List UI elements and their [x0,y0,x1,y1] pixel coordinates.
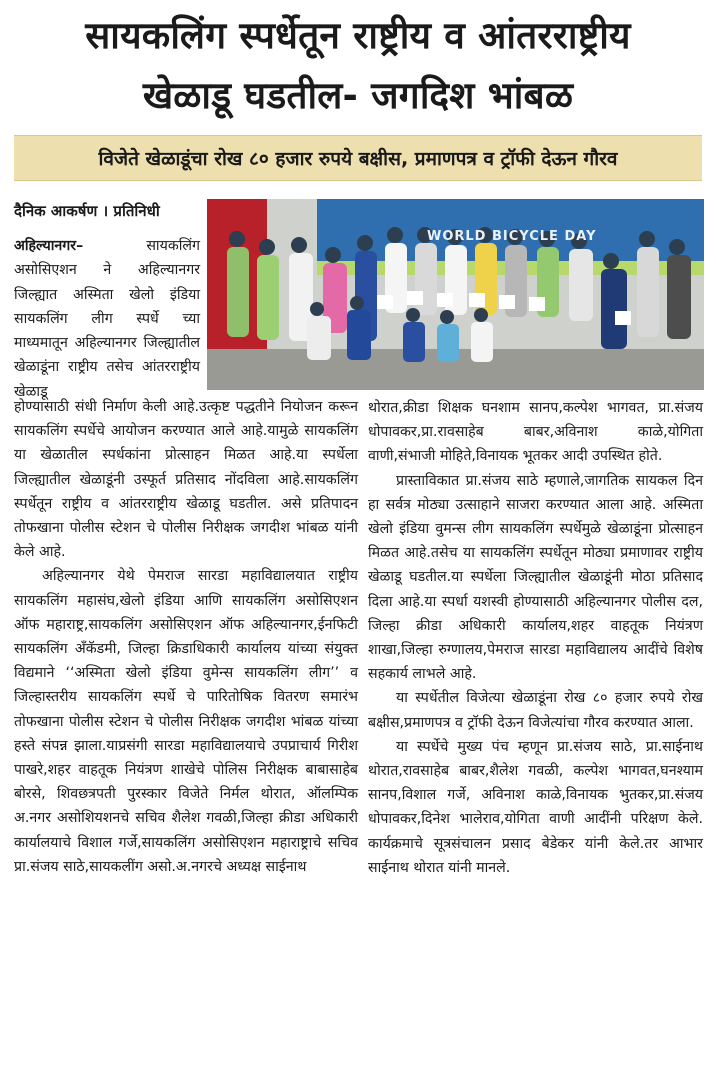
byline: दैनिक आकर्षण । प्रतिनिधी [14,202,160,220]
headline [0,6,716,126]
headline-line-2: खेळाडू घडतील- जगदिश भांबळ [142,74,574,117]
event-photo [207,199,704,390]
lede-paragraph [14,234,200,404]
event-photo-graphic [207,199,704,390]
lede-continuation: होण्यासाठी संधी निर्माण केली आहे.उत्कृष्ट पद्धतीने नियोजन करून सायकलिंग स्पर्धेचे आयोजन करण्यात आले आहे.यामुळे सायकलिंग या खेळातील स्पर्धकांना प्रोत्साहन मिळत आहे.या स्पर्धेला जिल्ह्यातील खेळाडूंनी उस्फूर्त प्रतिसाद नोंदविला आहे.सायकलिंग स्पर्धेतून राष्ट्रीय व आंतरराष्ट्रीय खेळाडू घडतील. असे प्रतिपादन तोफखाना पोलीस स्टेशन चे पोलीस निरीक्षक जगदीश भांबळ यांनी केले आहे. [14,399,358,561]
article-column-left [14,395,358,879]
article-column-right [368,396,703,880]
headline-line-1: सायकलिंग स्पर्धेतून राष्ट्रीय व आंतरराष्ट्रीय [85,14,631,57]
paragraph-3: प्रास्ताविकात प्रा.संजय साठे म्हणाले,जागतिक सायकल दिन हा सर्वत्र मोठ्या उत्साहाने साजरा करण्यात आला आहे. अस्मिता खेलो इंडिया वुमन्स लीग सायकलिंग स्पर्धेमुळे खेळाडूंना प्रोत्साहन मिळत आहे.तसेच या सायकलिंग स्पर्धेतून मोठ्या प्रमाणावर राष्ट्रीय खेळाडू घडतील.या स्पर्धेला जिल्ह्यातील खेळाडूंनी मोठा प्रतिसाद दिला आहे.या स्पर्धा यशस्वी होण्यासाठी अहिल्यानगर पोलीस दल, जिल्हा क्रीडा अधिकारी कार्यालय,शहर वाहतूक नियंत्रण शाखा,जिल्हा रुग्णालय,पेमराज सारडा महाविद्यालय आदींचे विशेष सहकार्य लाभले आहे. [368,472,703,683]
photo-banner-text: WORLD BICYCLE DAY [427,229,597,244]
subheadline: विजेते खेळाडूंचा रोख ८० हजार रुपये बक्षीस, प्रमाणपत्र व ट्रॉफी देऊन गौरव [14,135,702,181]
paragraph-2-continuation: थोरात,क्रीडा शिक्षक घनशाम सानप,कल्पेश भागवत, प्रा.संजय धोपावकर,प्रा.रावसाहेब बाबर,अविनाश काळे,योगिता वाणी,संभाजी मोहिते,विनायक भूतकर आदी उपस्थित होते. [368,400,704,465]
paragraph-5: या स्पर्धेचे मुख्य पंच म्हणून प्रा.संजय साठे, प्रा.साईनाथ थोरात,रावसाहेब बाबर,शैलेश गवळी, कल्पेश भागवत,घनश्याम सानप,विशाल गर्जे, अविनाश काळे,विनायक भुतकर,प्रा.संजय धोपावकर,दिनेश भालेराव,योगिता वाणी आदींनी परिक्षण केले. कार्यक्रमाचे सूत्रसंचालन प्रसाद बेडेकर यांनी केले.तर आभार साईनाथ थोरात यांनी मानले. [368,738,703,876]
paragraph-4: या स्पर्धेतील विजेत्या खेळाडूंना रोख ८० हजार रुपये रोख बक्षीस,प्रमाणपत्र व ट्रॉफी देऊन विजेत्यांचा गौरव करण्यात आला. [368,690,703,731]
lede-text: सायकलिंग असोसिएशन ने अहिल्यानगर जिल्ह्यात अस्मिता खेलो इंडिया सायकलिंग लीग स्पर्धे च्या माध्यमातून अहिल्यानगर जिल्ह्यातील खेळाडूंना राष्ट्रीय तसेच आंतरराष्ट्रीय खेळाडू [14,238,200,400]
paragraph-2: अहिल्यानगर येथे पेमराज सारडा महाविद्यालयात राष्ट्रीय सायकलिंग महासंघ,खेलो इंडिया आणि सायकलिंग असोसिएशन ऑफ महाराष्ट्र,सायकलिंग असोसिएशन ऑफ अहिल्यानगर,ईनफिटी सायकलिंग अँकॅडमी, जिल्हा क्रिडाधिकारी कार्यालय यांच्या संयुक्त विद्यमाने ‘‘अस्मिता खेलो इंडिया वुमेन्स सायकलिंग लीग’’ व जिल्हास्तरीय सायकलिंग स्पर्धे चे पारितोषिक वितरण समारंभ तोफखाना पोलीस स्टेशन चे पोलीस निरीक्षक जगदीश भांबळ यांच्या हस्ते संपन्न झाला.याप्रसंगी सारडा महाविद्यालयाचे उपप्राचार्य गिरीश पाखरे,शहर वाहतूक नियंत्रण शाखेचे पोलिस निरीक्षक बाबासाहेब बोरसे, शिवछत्रपती पुरस्कार विजेते निर्मल थोरात, ऑलम्पिक अ.नगर असोशियशनचे सचिव शैलेश गवळी,जिल्हा क्रीडा अधिकारी कार्यालयाचे विशाल गर्जे,सायकलिंग असोसिएशन महाराष्ट्राचे सचिव प्रा.संजय साठे,सायकलींग असो.अ.नगरचे अध्यक्ष साईनाथ [14,568,358,875]
dateline-place: अहिल्यानगर– [14,238,84,254]
